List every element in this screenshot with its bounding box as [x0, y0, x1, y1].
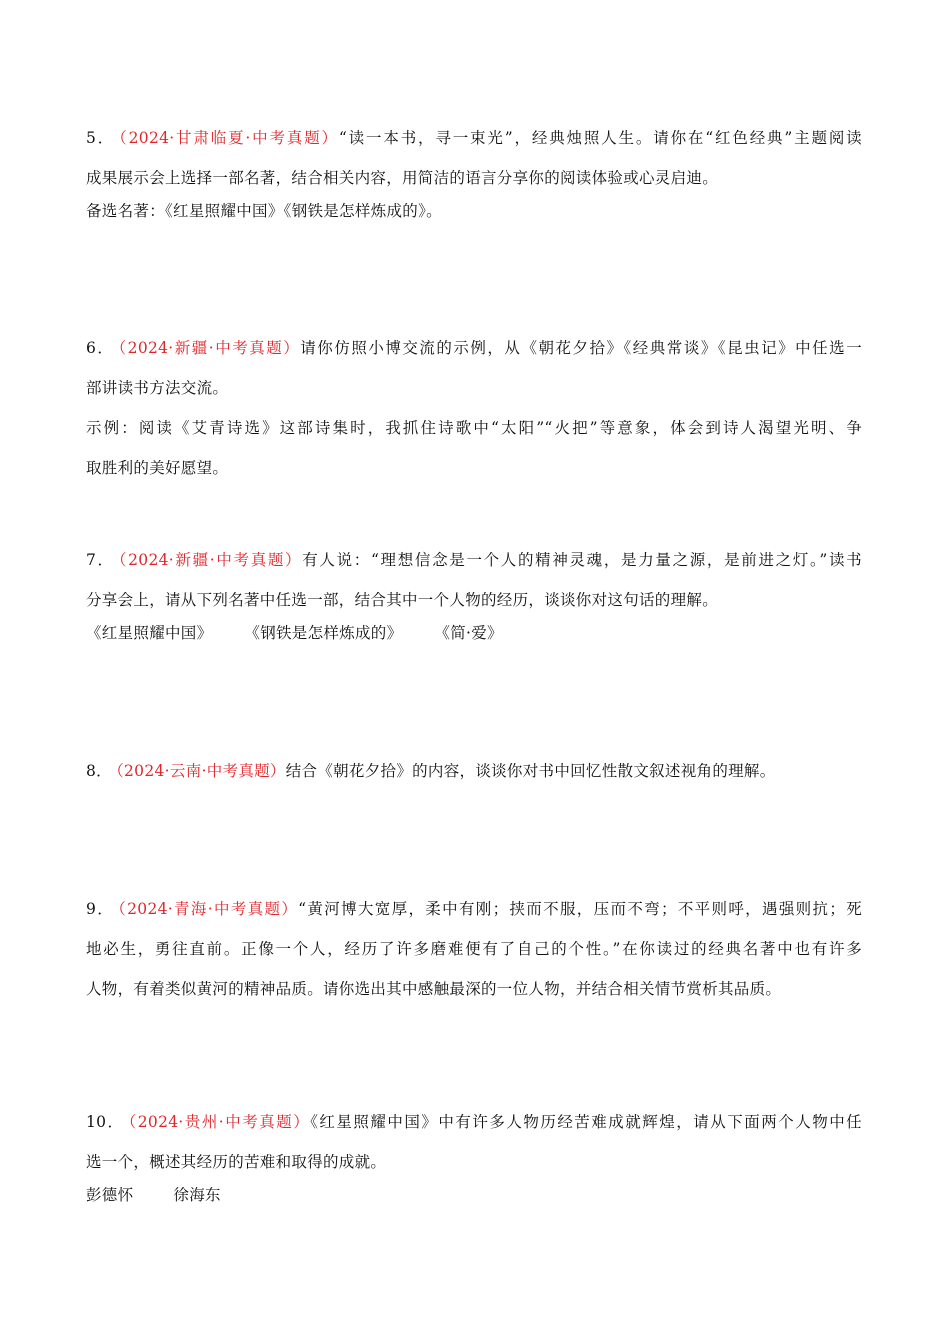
question-10-options [86, 1178, 862, 1212]
book-option: 《红星照耀中国》 [86, 624, 213, 642]
question-source: （2024·新疆·中考真题） [118, 339, 301, 357]
question-text: “黄河博大宽厚，柔中有刚；挟而不服，压而不弯；不平则呼，遇强则抗；死 [298, 900, 862, 918]
question-source: （2024·甘肃临夏·中考真题） [119, 129, 339, 147]
person-option: 彭德怀 [86, 1186, 134, 1204]
question-8-line-1 [86, 751, 862, 791]
question-9-line-2: 地必生，勇往直前。正像一个人，经历了许多磨难便有了自己的个性。”在你读过的经典名著中也有许多 [86, 940, 862, 958]
question-number: 9． [86, 900, 115, 918]
question-6 [86, 328, 862, 488]
question-10-line-1 [86, 1102, 862, 1142]
question-9 [86, 889, 862, 1009]
question-8 [86, 751, 862, 791]
question-text: 结合《朝花夕拾》的内容，谈谈你对书中回忆性散文叙述视角的理解。 [285, 762, 776, 780]
question-10-line-2: 选一个，概述其经历的苦难和取得的成就。 [86, 1153, 387, 1171]
question-5-note: 备选名著：《红星照耀中国》《钢铁是怎样炼成的》。 [86, 202, 442, 220]
question-text: “读一本书，寻一束光”，经典烛照人生。请你在“红色经典”主题阅读 [338, 129, 862, 147]
book-option: 《简·爱》 [434, 624, 503, 642]
question-7-line-2: 分享会上，请从下列名著中任选一部，结合其中一个人物的经历，谈谈你对这句话的理解。 [86, 591, 719, 609]
question-6-line-1 [86, 328, 862, 368]
question-7 [86, 540, 862, 650]
question-7-options [86, 616, 862, 650]
question-source: （2024·云南·中考真题） [115, 762, 286, 780]
question-number: 10． [86, 1113, 125, 1131]
question-number: 8． [86, 762, 112, 780]
question-text: 请你仿照小博交流的示例，从《朝花夕拾》《经典常谈》《昆虫记》中任选一 [300, 339, 862, 357]
question-5 [86, 118, 862, 228]
question-5-line-2: 成果展示会上选择一部名著，结合相关内容，用简洁的语言分享你的阅读体验或心灵启迪。 [86, 169, 719, 187]
question-number: 5． [86, 129, 116, 147]
question-6-example-line-1: 示例：阅读《艾青诗选》这部诗集时，我抓住诗歌中“太阳”“火把”等意象，体会到诗人渴望光明、争 [86, 419, 862, 437]
person-option: 徐海东 [173, 1186, 221, 1204]
question-source: （2024·贵州·中考真题） [128, 1113, 311, 1131]
question-10 [86, 1102, 862, 1212]
question-9-line-1 [86, 889, 862, 929]
question-source: （2024·新疆·中考真题） [118, 551, 303, 569]
question-number: 7． [86, 551, 115, 569]
question-text: 《红星照耀中国》中有许多人物历经苦难成就辉煌，请从下面两个人物中任 [310, 1113, 862, 1131]
question-7-line-1 [86, 540, 862, 580]
question-9-line-3: 人物，有着类似黄河的精神品质。请你选出其中感触最深的一位人物，并结合相关情节赏析其品质。 [86, 980, 782, 998]
book-option: 《钢铁是怎样炼成的》 [244, 624, 403, 642]
question-6-line-2: 部讲读书方法交流。 [86, 379, 229, 397]
question-source: （2024·青海·中考真题） [118, 900, 299, 918]
question-5-line-1 [86, 118, 862, 158]
question-number: 6． [86, 339, 115, 357]
question-6-example-line-2: 取胜利的美好愿望。 [86, 459, 229, 477]
question-text: 有人说：“理想信念是一个人的精神灵魂，是力量之源，是前进之灯。”读书 [302, 551, 862, 569]
